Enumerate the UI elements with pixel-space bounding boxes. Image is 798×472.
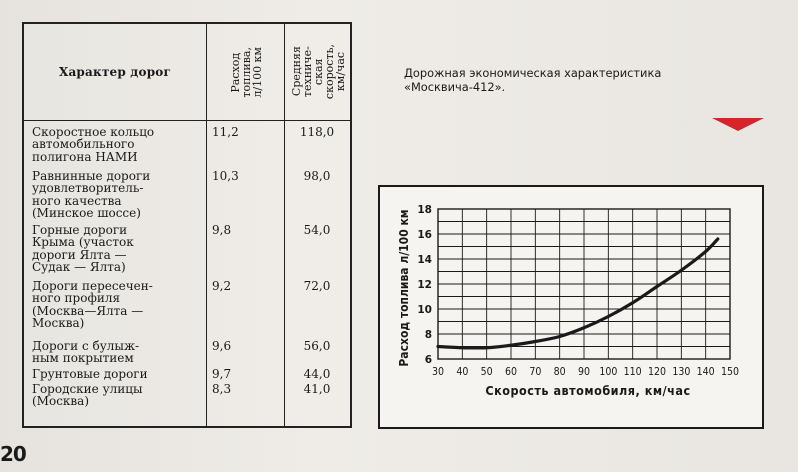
x-tick-label: 60 [504,366,518,378]
road-type-line: Равнинные дороги [32,169,151,183]
road-type-line: Грунтовые дороги [32,367,148,381]
road-type-name [32,280,204,330]
fuel-consumption-value: 9,7 [212,367,232,381]
road-type-line: Дороги с булыж- [32,339,140,353]
road-type-line: ным покрытием [32,351,134,366]
header-speed-cell [286,24,350,120]
road-type-name [32,383,204,408]
table-column-divider [284,24,285,426]
header-fuel-cell [208,24,284,120]
road-type-name [32,126,204,163]
fuel-consumption-value: 9,2 [212,279,232,293]
average-speed-value: 98,0 [303,169,331,183]
x-axis-label: Скорость автомобиля, км/час [485,383,691,398]
header-fuel-consumption: Расход топлива, л/100 км [228,46,264,98]
y-axis-label: Расход топлива л/100 км [397,209,411,367]
fuel-consumption-value: 11,2 [212,125,239,139]
x-tick-label: 30 [431,366,445,378]
average-speed-value: 44,0 [303,367,331,381]
road-type-name [32,224,204,274]
x-tick-label: 50 [480,366,493,378]
road-type-line: Дороги пересечен- [32,279,153,293]
average-speed-value: 54,0 [303,223,331,237]
road-type-line: (Москва) [32,394,90,409]
fuel-speed-chart [378,185,764,429]
x-tick-label: 130 [672,366,691,378]
x-tick-label: 80 [553,366,566,378]
average-speed-value: 41,0 [303,382,331,396]
road-type-line: Судак — Ялта) [32,260,126,275]
road-type-line: Москва) [32,316,85,331]
caption-line-2: «Москвича-412». [404,80,506,94]
road-type-name [32,170,204,220]
x-tick-label: 120 [647,366,667,378]
y-tick-label: 8 [424,329,432,341]
road-type-line: Крыма (участок [32,235,134,250]
x-tick-label: 40 [456,366,469,378]
x-tick-label: 150 [720,366,740,378]
y-tick-label: 16 [417,229,432,241]
y-tick-label: 18 [417,204,432,216]
y-tick-label: 10 [417,304,432,316]
x-tick-label: 70 [529,366,542,378]
fuel-consumption-value: 9,8 [212,223,232,237]
road-type-line: ного профиля [32,291,121,306]
road-type-name [32,368,204,380]
header-road-type: Характер дорог [58,65,172,79]
header-average-speed: Средняя техниче- ская скорость, км/час [289,44,347,100]
road-type-line: дороги Ялта — [32,247,127,262]
red-triangle-marker [712,118,764,131]
road-type-name [32,340,204,365]
fuel-consumption-value: 10,3 [212,169,239,183]
fuel-consumption-value: 9,6 [212,339,232,353]
road-type-line: автомобильного [32,137,135,152]
road-type-line: (Минское шоссе) [32,206,141,221]
page-number: 20 [0,442,26,466]
road-type-table [22,22,352,428]
caption-line-1: Дорожная экономическая характеристика [404,66,662,80]
table-header-divider [24,120,350,121]
y-tick-label: 12 [417,279,432,291]
road-type-line: Городские улицы [32,382,143,396]
average-speed-value: 56,0 [303,339,331,353]
x-tick-label: 90 [577,366,591,378]
road-type-line: ного качества [32,193,122,208]
x-tick-label: 110 [623,366,642,378]
road-type-line: полигона НАМИ [32,149,138,164]
x-tick-label: 140 [696,366,715,378]
road-type-line: Горные дороги [32,223,128,237]
y-tick-label: 6 [424,354,432,366]
fuel-consumption-value: 8,3 [212,382,232,396]
average-speed-value: 118,0 [299,125,335,139]
road-type-line: удовлетворитель- [32,181,144,196]
y-tick-label: 14 [417,254,432,266]
x-tick-label: 100 [599,366,618,378]
average-speed-value: 72,0 [303,279,331,293]
road-type-line: (Москва—Ялта — [32,303,144,318]
table-column-divider [206,24,207,426]
fuel-consumption-curve [438,239,718,348]
road-type-line: Скоростное кольцо [32,125,155,139]
chart-caption [404,66,776,94]
